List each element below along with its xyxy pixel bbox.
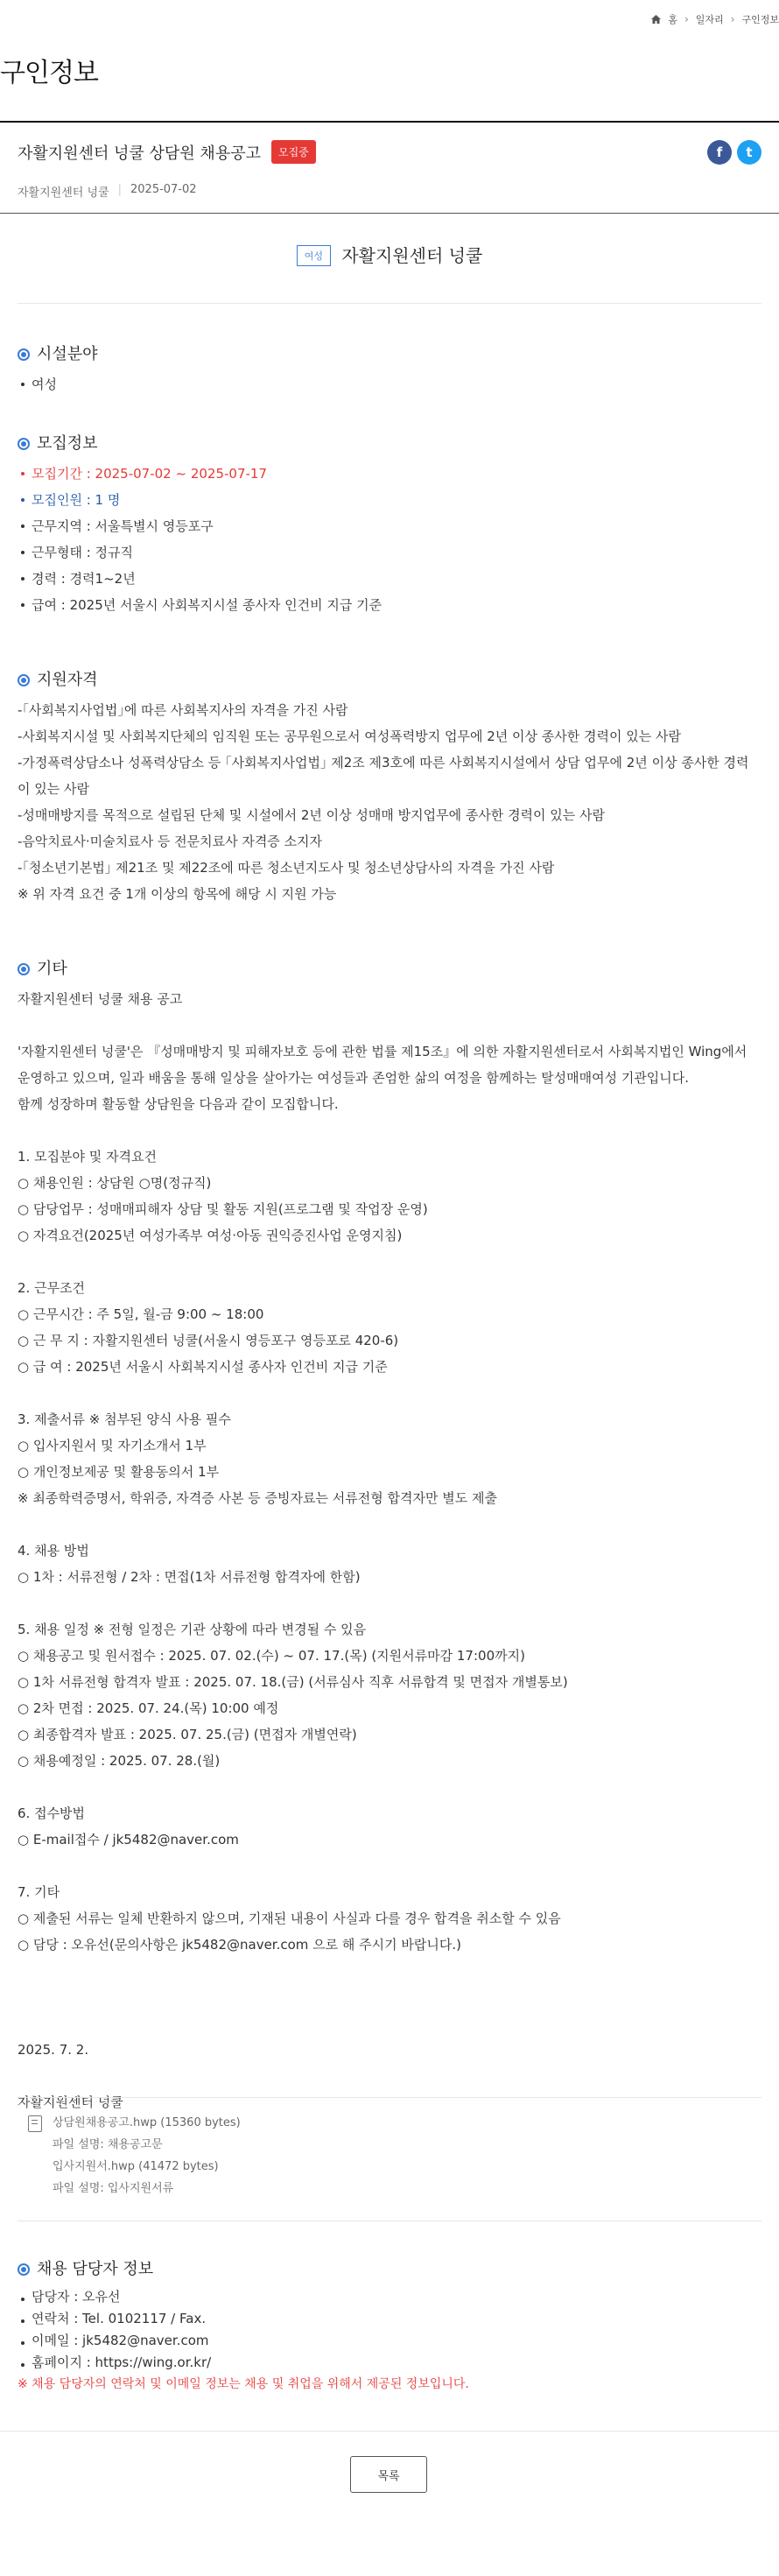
block-heading: 3. 제출서류 ※ 첨부된 양식 사용 필수 [18, 1411, 231, 1427]
attachment-link[interactable]: 상담원채용공고.hwp (15360 bytes) [53, 2116, 241, 2129]
etc-intro: 자활지원센터 넝쿨 채용 공고 [18, 991, 183, 1007]
list-item: 급여 : 2025년 서울시 사회복지시설 종사자 인건비 지급 기준 [18, 592, 761, 618]
organization-heading [0, 242, 779, 268]
block-line: ○ 2차 면접 : 2025. 07. 24.(목) 10:00 예정 [18, 1700, 279, 1716]
contact-list [18, 2286, 761, 2374]
divider [0, 121, 779, 123]
block-line: ○ 자격요건(2025년 여성가족부 여성·아동 권익증진사업 운영지침) [18, 1228, 403, 1243]
share-buttons [707, 140, 761, 165]
block-line: ○ 입사지원서 및 자기소개서 1부 [18, 1438, 207, 1453]
block-line: ○ 채용공고 및 원서접수 : 2025. 07. 02.(수) ~ 07. 17.(목) (지원서류마감 17:00까지) [18, 1648, 525, 1664]
block-heading: 2. 근무조건 [18, 1280, 86, 1296]
block-line: ○ 근무시간 : 주 5일, 월-금 9:00 ~ 18:00 [18, 1306, 264, 1322]
list-item: 근무지역 : 서울특별시 영등포구 [18, 513, 761, 539]
contact-phone: 연락처 : Tel. 0102117 / Fax. [18, 2308, 761, 2330]
contact-homepage[interactable]: 홈페이지 : https://wing.or.kr/ [18, 2352, 761, 2374]
post-header [18, 140, 761, 200]
list-item: 근무형태 : 정규직 [18, 539, 761, 566]
section-title: 모집정보 [37, 434, 98, 453]
meta-divider: | [117, 183, 122, 196]
etc-block [18, 1275, 761, 1380]
etc-block [18, 1879, 761, 1958]
block-line: ○ 채용인원 : 상담원 ○명(정규직) [18, 1175, 212, 1191]
list-item: 여성 [18, 371, 761, 398]
section-recruit [18, 433, 761, 618]
section-title: 지원자격 [37, 671, 98, 689]
block-line: ○ 채용예정일 : 2025. 07. 28.(월) [18, 1753, 221, 1769]
contact-section [18, 2258, 761, 2396]
attachment-description: 파일 설명: 입사지원서류 [53, 2182, 174, 2195]
block-line: ○ 최종합격자 발표 : 2025. 07. 25.(금) (면접자 개별연락) [18, 1727, 357, 1742]
breadcrumb-home[interactable]: 홈 [668, 14, 677, 25]
qualification-line: -성매매방지를 목적으로 설립된 단체 및 시설에서 2년 이상 성매매 방지업무에 종사한 경력이 있는 사람 [18, 807, 606, 823]
recruit-period: 모집기간 : 2025-07-02 ~ 2025-07-17 [18, 461, 761, 487]
recruit-list [18, 461, 761, 618]
section-heading [18, 2258, 761, 2281]
home-icon[interactable] [651, 15, 661, 24]
bullet-circle-icon [18, 674, 30, 686]
block-line: ○ 1차 : 서류전형 / 2차 : 면접(1차 서류전형 합격자에 한함) [18, 1569, 361, 1585]
etc-description: '자활지원센터 넝쿨'은 『성매매방지 및 피해자보호 등에 관한 법률 제15조』에 의한 자활지원센터로서 사회복지법인 Wing에서 운영하고 있으며, 일과 배움을 통해 일상을 살아가는 여성들과 존엄한 삶의 여정을 함께하는 탈성매매여성 기관입니다. [18, 1044, 747, 1086]
section-title: 기타 [37, 960, 67, 978]
attachment-link[interactable]: 입사지원서.hwp (41472 bytes) [53, 2160, 219, 2173]
qualification-line: -｢청소년기본법｣ 제21조 및 제22조에 따른 청소년지도사 및 청소년상담사의 자격을 가진 사람 [18, 860, 555, 876]
contact-email: 이메일 : jk5482@naver.com [18, 2330, 761, 2352]
attachment-list [53, 2112, 241, 2199]
breadcrumb-jobs[interactable]: 일자리 [695, 14, 724, 25]
qualification-line: -｢사회복지사업법｣에 따른 사회복지사의 자격을 가진 사람 [18, 702, 348, 718]
recruit-count: 모집인원 : 1 명 [18, 487, 761, 513]
qualification-line: -음악치료사·미술치료사 등 전문치료사 자격증 소지자 [18, 834, 323, 849]
chevron-right-icon: › [730, 13, 735, 25]
etc-block [18, 1616, 761, 1774]
qualification-note: ※ 위 자격 요건 중 1개 이상의 항목에 해당 시 지원 가능 [18, 886, 337, 902]
field-list [18, 371, 761, 398]
section-etc [18, 958, 761, 2115]
post-title-row [18, 140, 761, 164]
section-heading [18, 343, 761, 366]
block-line: ○ 제출된 서류는 일체 반환하지 않으며, 기재된 내용이 사실과 다를 경우 합격을 취소할 수 있음 [18, 1911, 561, 1926]
block-line: ○ 담당 : 오유선(문의사항은 jk5482@naver.com 으로 해 주시기 바랍니다.) [18, 1937, 461, 1953]
etc-block [18, 1144, 761, 1249]
qualification-line: -사회복지시설 및 사회복지단체의 임직원 또는 공무원으로서 여성폭력방지 업무에 2년 이상 종사한 경력이 있는 사람 [18, 728, 681, 744]
section-heading [18, 433, 761, 455]
bullet-circle-icon [18, 2263, 30, 2276]
twitter-share-icon[interactable]: t [737, 140, 761, 165]
etc-block [18, 1406, 761, 1511]
section-qualification [18, 669, 761, 907]
bullet-circle-icon [18, 963, 30, 975]
post-author: 자활지원센터 넝쿨 [18, 187, 109, 200]
divider [0, 213, 779, 214]
breadcrumb [651, 12, 779, 26]
chevron-right-icon: › [684, 13, 689, 25]
etc-block [18, 1538, 761, 1590]
category-tag: 여성 [297, 245, 331, 266]
section-title: 시설분야 [37, 345, 98, 363]
block-heading: 7. 기타 [18, 1884, 60, 1900]
etc-block [18, 1800, 761, 1853]
facebook-share-icon[interactable]: f [707, 140, 732, 165]
file-icon [28, 2115, 42, 2132]
attachments [18, 2097, 761, 2221]
list-item: 경력 : 경력1~2년 [18, 566, 761, 592]
divider [0, 2431, 779, 2432]
block-line: ○ 1차 서류전형 합격자 발표 : 2025. 07. 18.(금) (서류심사 직후 서류합격 및 면접자 개별통보) [18, 1674, 568, 1690]
list-button[interactable]: 목록 [350, 2456, 427, 2493]
attachment-description: 파일 설명: 채용공고문 [53, 2138, 163, 2151]
block-heading: 6. 접수방법 [18, 1805, 86, 1821]
sign-organization: 자활지원센터 넝쿨 [18, 2094, 123, 2110]
section-heading [18, 958, 761, 981]
qualification-line: -가정폭력상담소나 성폭력상담소 등 ｢사회복지사업법｣ 제2조 제3호에 따른 사회복지시설에서 상담 업무에 2년 이상 종사한 경력이 있는 사람 [18, 755, 749, 797]
etc-description: 함께 성장하며 활동할 상담원을 다음과 같이 모집합니다. [18, 1096, 339, 1112]
block-line: ※ 최종학력증명서, 학위증, 자격증 사본 등 증빙자료는 서류전형 합격자만 별도 제출 [18, 1490, 497, 1506]
section-title: 채용 담당자 정보 [37, 2260, 154, 2278]
breadcrumb-current: 구인정보 [741, 14, 779, 25]
post-title: 자활지원센터 넝쿨 상담원 채용공고 [18, 144, 261, 163]
section-heading [18, 669, 761, 692]
bullet-circle-icon [18, 438, 30, 450]
block-heading: 1. 모집분야 및 자격요건 [18, 1149, 158, 1165]
status-badge: 모집중 [271, 140, 316, 164]
contact-person: 담당자 : 오유선 [18, 2286, 761, 2308]
contact-notice: ※ 채용 담당자의 연락처 및 이메일 정보는 채용 및 취업을 위해서 제공된 정보입니다. [18, 2377, 469, 2391]
block-line: ○ 담당업무 : 성매매피해자 상담 및 활동 지원(프로그램 및 작업장 운영) [18, 1201, 428, 1217]
post-body [18, 343, 761, 2115]
block-heading: 4. 채용 방법 [18, 1543, 89, 1559]
divider [18, 303, 761, 304]
block-line: ○ 개인정보제공 및 활용동의서 1부 [18, 1464, 220, 1480]
bullet-circle-icon [18, 348, 30, 361]
post-meta [18, 183, 761, 200]
organization-name: 자활지원센터 넝쿨 [341, 245, 483, 266]
block-line: ○ E-mail접수 / jk5482@naver.com [18, 1832, 239, 1848]
page-title: 구인정보 [0, 58, 98, 88]
post-date: 2025-07-02 [130, 183, 197, 196]
block-line: ○ 급 여 : 2025년 서울시 사회복지시설 종사자 인건비 지급 기준 [18, 1359, 388, 1375]
etc-blocks [18, 1144, 761, 1958]
block-line: ○ 근 무 지 : 자활지원센터 넝쿨(서울시 영등포구 영등포로 420-6) [18, 1333, 399, 1348]
section-field [18, 343, 761, 398]
block-heading: 5. 채용 일정 ※ 전형 일정은 기관 상황에 따라 변경될 수 있음 [18, 1622, 367, 1637]
sign-date: 2025. 7. 2. [18, 2042, 89, 2058]
